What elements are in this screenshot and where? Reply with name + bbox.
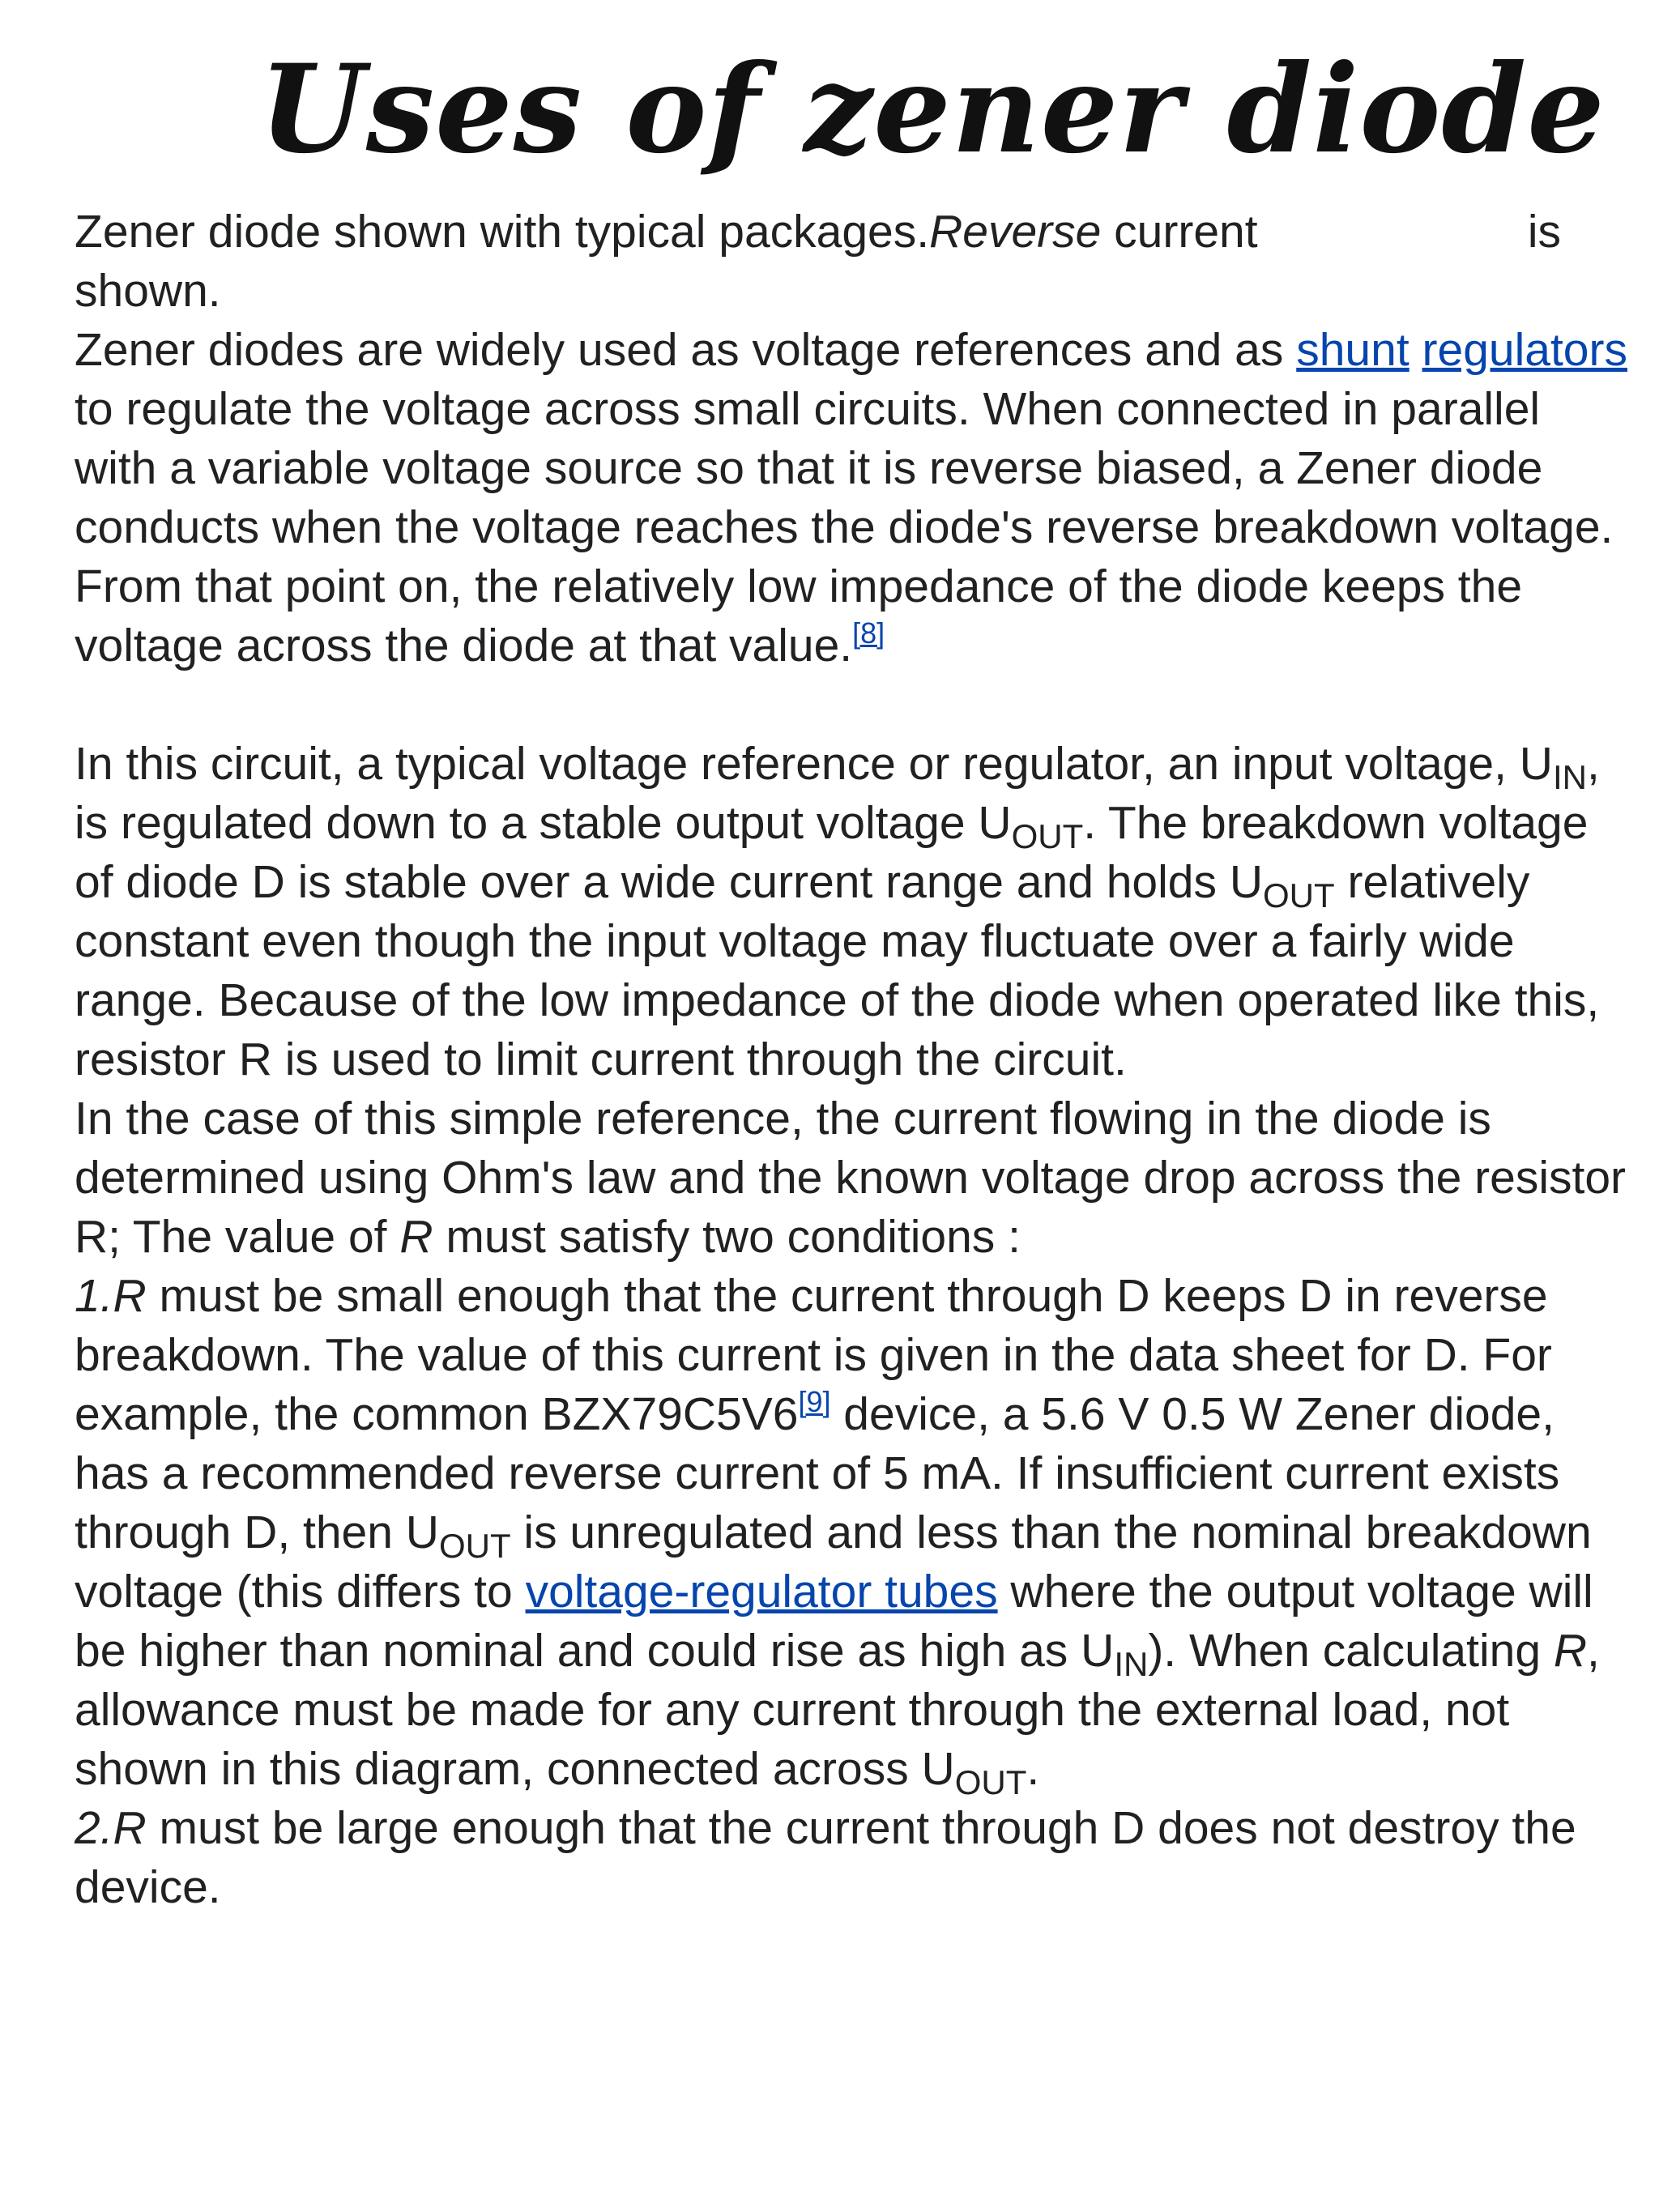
reference-8-link[interactable]: [8]: [852, 616, 885, 650]
c1-text-2: device, a 5.6 V 0.5 W Zener diode, has a recommended reverse current of 5 mA. If insufficient current exists through D, then U: [75, 1388, 1560, 1558]
paragraph-gap: [75, 676, 1634, 735]
p3-text-2: must satisfy two conditions :: [433, 1211, 1021, 1263]
c1-text-7: .: [1026, 1743, 1040, 1795]
p2-text-2: , is regulated down to a stable output voltage U: [75, 738, 1600, 849]
condition-1-lead: 1.R: [75, 1270, 147, 1322]
variable-r: R: [1553, 1625, 1588, 1677]
caption-shown: shown.: [75, 265, 221, 317]
subscript-out: OUT: [1011, 817, 1084, 855]
subscript-out: OUT: [954, 1763, 1027, 1801]
page-title: Uses of zener diode: [259, 38, 1606, 181]
c1-text-3: is unregulated and less than the nominal breakdown voltage (this differs to: [75, 1507, 1592, 1617]
subscript-out: OUT: [1263, 876, 1335, 914]
reference-9[interactable]: [798, 1385, 830, 1418]
p1-text-1: Zener diodes are widely used as voltage references and as: [75, 324, 1297, 376]
subscript-out: OUT: [438, 1527, 511, 1565]
c1-text-4: where the output voltage will be higher than nominal and could rise as high as U: [75, 1566, 1593, 1677]
p2-text-3: . The breakdown voltage of diode D is stable over a wide current range and holds U: [75, 797, 1589, 908]
condition-2: [75, 1799, 1634, 1917]
paragraph-3: [75, 1089, 1634, 1267]
link-voltage-regulator-tubes[interactable]: voltage-regulator tubes: [525, 1566, 998, 1617]
reference-9-link[interactable]: [9]: [798, 1385, 831, 1418]
reference-8[interactable]: [852, 616, 885, 650]
caption-text: Zener diode shown with typical packages.: [75, 206, 930, 258]
condition-1: [75, 1267, 1634, 1799]
c1-text-1: must be small enough that the current through D keeps D in reverse breakdown. The value of this current is given in the data sheet for D. For example, the common BZX79C5V6: [75, 1270, 1552, 1440]
subscript-in: IN: [1552, 758, 1587, 796]
variable-r: R: [399, 1211, 433, 1263]
caption-reverse: Reverse: [929, 206, 1102, 258]
article-body: [75, 202, 1634, 1917]
subscript-in: IN: [1114, 1645, 1149, 1683]
paragraph-1: [75, 321, 1634, 676]
c1-text-5: ). When calculating: [1148, 1625, 1554, 1677]
paragraph-2: [75, 735, 1634, 1089]
c2-text-1: must be large enough that the current through D does not destroy the device.: [75, 1802, 1576, 1913]
caption-current: current: [1101, 206, 1258, 258]
p1-text-2: to regulate the voltage across small circuits. When connected in parallel with a variable voltage source so that it is reverse biased, a Zener diode conducts when the voltage reaches the diode's reverse breakdown voltage. From that point on, the relatively low impedance of the diode keeps the voltage across the diode at that value.: [75, 383, 1614, 671]
image-caption: [75, 202, 1561, 262]
p3-text-1: In the case of this simple reference, the current flowing in the diode is determined using Ohm's law and the known voltage drop across the resistor R; The value of: [75, 1093, 1627, 1263]
condition-2-lead: 2.R: [75, 1802, 147, 1854]
p2-text-1: In this circuit, a typical voltage reference or regulator, an input voltage, U: [75, 738, 1553, 790]
link-regulators[interactable]: regulators: [1422, 324, 1627, 376]
link-shunt[interactable]: shunt: [1296, 324, 1410, 376]
caption-is: is: [1527, 206, 1561, 258]
p2-text-4: relatively constant even though the input voltage may fluctuate over a fairly wide range. Because of the low impedance of the diode when operated like this, resistor R is used to limit current through the circuit.: [75, 856, 1600, 1085]
c1-text-6: , allowance must be made for any current through the external load, not shown in this diagram, connected across U: [75, 1625, 1600, 1795]
